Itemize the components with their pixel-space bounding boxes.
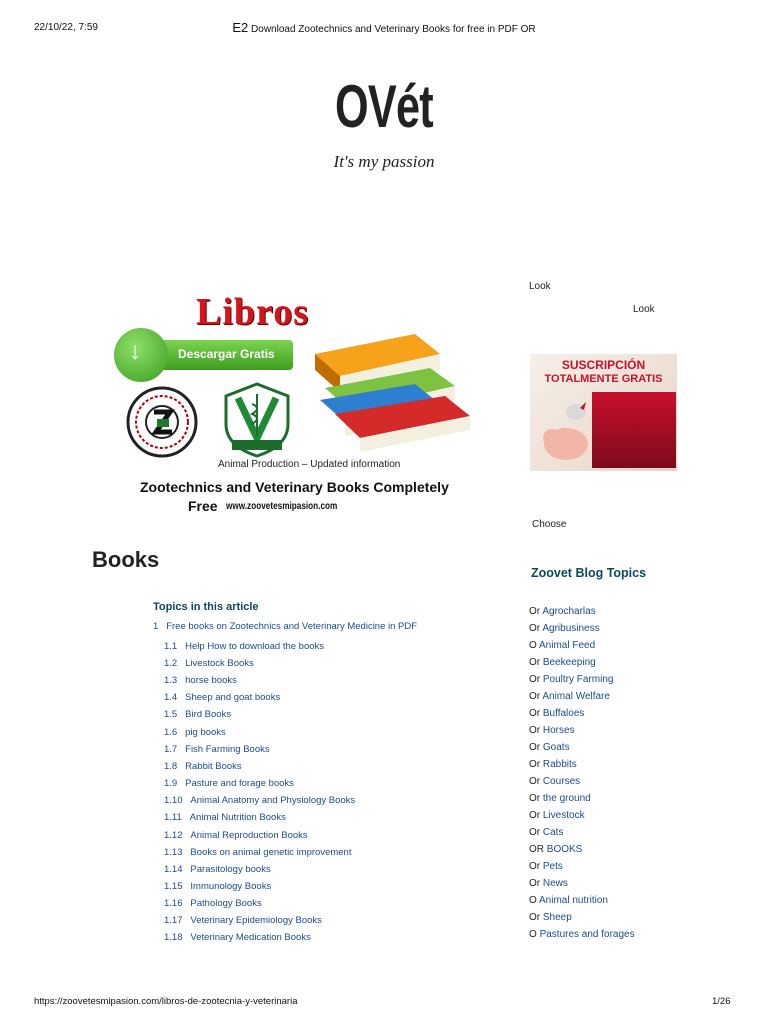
topic-link: Animal Feed [539,640,596,651]
download-button-circle [114,328,168,382]
toc-item[interactable] [164,709,231,720]
sidebar-topic[interactable] [529,759,577,770]
topic-link: Poultry Farming [542,674,614,685]
toc-item-label: Help How to download the books [185,641,325,652]
topic-link: Buffaloes [542,708,585,719]
sidebar-topic[interactable] [529,912,572,923]
toc-item[interactable] [164,898,262,909]
toc-item[interactable] [164,932,311,943]
toc-item-label: horse books [185,675,237,686]
topic-link: BOOKS [546,844,583,855]
toc-item-label: pig books [185,727,226,738]
print-title-prefix: E2 [232,20,249,35]
toc-item[interactable] [164,658,254,669]
toc-item-number: 1.4 [164,692,178,703]
sidebar-heading: Zoovet Blog Topics [531,566,647,580]
page-heading: Books [92,547,160,572]
toc-item-number: 1.8 [164,761,178,772]
toc-item-number: 1.15 [164,881,183,892]
toc-item-number: 1.13 [164,847,183,858]
topic-link: Courses [542,776,581,787]
medicina-veterinaria-emblem-icon [224,382,290,458]
topic-bullet: Or [529,878,541,889]
toc-item[interactable] [153,621,417,632]
sidebar-topic[interactable] [529,861,563,872]
ad-magazine-image [592,392,676,468]
topic-link: Beekeeping [542,657,596,668]
toc-item-label: Veterinary Epidemiology Books [190,915,322,926]
sidebar-topic[interactable] [529,674,613,685]
site-tagline: It's my passion [333,152,435,171]
ad-subheadline-a: TOTALMENTE [544,373,619,385]
toc-item[interactable] [164,641,324,652]
toc-item-number: 1.14 [164,864,183,875]
topic-link: Sheep [542,912,572,923]
sidebar-topic[interactable] [529,623,600,634]
sidebar-topic[interactable] [529,793,591,804]
sidebar-topic[interactable] [529,895,608,906]
banner-title: Zootechnics and Veterinary Books Completely [140,479,449,495]
toc-item-number: 1.7 [164,744,178,755]
toc-item-number: 1.16 [164,898,183,909]
toc-item-label: Books on animal genetic improvement [190,847,352,858]
topic-bullet: Or [529,776,541,787]
toc-item-label: Animal Nutrition Books [189,812,286,823]
toc-item-number: 1.10 [164,795,183,806]
topic-link: Agribusiness [542,623,600,634]
topic-bullet: Or [529,657,541,668]
topic-bullet: Or [529,793,541,804]
sidebar-topic[interactable] [529,691,610,702]
topic-link: Livestock [542,810,585,821]
sidebar-topic[interactable] [529,742,570,753]
toc-item-label: Pasture and forage books [185,778,294,789]
toc-item-label: Free books on Zootechnics and Veterinary Medicine in PDF [166,621,418,632]
topic-bullet: Or [529,759,541,770]
toc-item-number: 1.17 [164,915,183,926]
ad-animals-image [536,398,594,468]
toc-item-label: Animal Anatomy and Physiology Books [190,795,356,806]
topic-link: Animal Welfare [542,691,610,702]
ad-subheadline [530,373,677,385]
toc-item[interactable] [164,830,308,841]
toc-item-label: Fish Farming Books [185,744,270,755]
sidebar-topic[interactable] [529,844,582,855]
toc-item[interactable] [164,744,270,755]
toc-item[interactable] [164,847,351,858]
subscription-ad[interactable] [530,354,677,471]
toc-item-label: Livestock Books [185,658,254,669]
topic-link: Horses [542,725,575,736]
toc-item-label: Veterinary Medication Books [190,932,311,943]
topic-link: News [542,878,568,889]
toc-item-number: 1.1 [164,641,178,652]
toc-item-number: 1.9 [164,778,178,789]
toc-item-number: 1.12 [164,830,183,841]
print-page-title [0,20,768,35]
banner-libros-title: Libros [196,291,310,333]
sidebar-topic[interactable] [529,827,563,838]
toc-item-number: 1.6 [164,727,178,738]
sidebar-topic[interactable] [529,657,596,668]
topic-link: Agrocharlas [542,606,596,617]
topic-bullet: Or [529,810,541,821]
toc-item-label: Immunology Books [190,881,272,892]
topic-bullet: Or [529,674,541,685]
zootecnia-emblem-icon [124,386,200,458]
topic-bullet: O [529,929,537,940]
toc-item-number: 1.5 [164,709,178,720]
banner-free-label: Free [188,498,218,514]
download-arrow-icon: ↓ [129,338,141,365]
topic-link: Animal nutrition [539,895,608,906]
toc-item-number: 1 [153,621,159,632]
topic-bullet: Or [529,623,541,634]
topic-bullet: Or [529,912,541,923]
ad-headline: SUSCRIPCIÓN [561,358,646,372]
toc-item-number: 1.11 [164,812,182,823]
toc-item-label: Bird Books [185,709,232,720]
toc-item[interactable] [164,864,271,875]
print-page-number: 1/26 [712,996,731,1007]
topic-bullet: Or [529,725,541,736]
toc-item[interactable] [164,675,237,686]
topic-link: Pastures and forages [539,929,635,940]
look-label-2: Look [633,304,655,315]
topic-link: the ground [542,793,591,804]
topic-bullet: O [529,640,537,651]
toc-item-label: Sheep and goat books [185,692,281,703]
print-date: 22/10/22, 7:59 [34,22,98,33]
sidebar-topic[interactable] [529,606,596,617]
sidebar-topic[interactable] [529,810,585,821]
toc-item[interactable] [164,692,280,703]
topic-link: Cats [542,827,564,838]
topic-bullet: O [529,895,537,906]
topic-bullet: OR [529,844,544,855]
topic-bullet: Or [529,691,541,702]
toc-item[interactable] [164,761,242,772]
sidebar-topic[interactable] [529,776,580,787]
sidebar-topic[interactable] [529,708,584,719]
sidebar-topic[interactable] [529,929,635,940]
topic-bullet: Or [529,827,541,838]
topic-link: Goats [542,742,570,753]
toc-item-number: 1.2 [164,658,178,669]
banner-caption: Animal Production – Updated information [218,459,401,470]
topic-link: Rabbits [542,759,577,770]
books-stack-icon [305,314,475,454]
download-button-label: Descargar Gratis [178,347,275,361]
toc-item[interactable] [164,727,226,738]
toc-item-label: Parasitology books [190,864,271,875]
banner-url: www.zoovetesmipasion.com [226,501,338,512]
topic-bullet: Or [529,742,541,753]
toc-item-number: 1.18 [164,932,183,943]
toc-item[interactable] [164,881,271,892]
toc-title: Topics in this article [153,601,259,613]
print-title-text: Download Zootechnics and Veterinary Books for free in PDF OR [251,24,536,35]
toc-item[interactable] [164,915,322,926]
toc-item-label: Rabbit Books [185,761,242,772]
toc-item[interactable] [164,778,294,789]
toc-item[interactable] [164,795,355,806]
sidebar-topic[interactable] [529,640,595,651]
choose-label: Choose [532,519,567,530]
toc-item[interactable] [164,812,286,823]
topic-bullet: Or [529,861,541,872]
topic-bullet: Or [529,708,541,719]
topic-link: Pets [542,861,563,872]
toc-item-label: Pathology Books [190,898,262,909]
toc-item-label: Animal Reproduction Books [190,830,308,841]
sidebar-topic[interactable] [529,878,568,889]
ad-subheadline-b: GRATIS [621,373,663,385]
print-footer-url: https://zoovetesmipasion.com/libros-de-zootecnia-y-veterinaria [34,996,298,1007]
sidebar-topic[interactable] [529,725,575,736]
topic-bullet: Or [529,606,541,617]
site-logo[interactable]: OVét [335,73,433,140]
look-label: Look [529,281,551,292]
toc-item-number: 1.3 [164,675,178,686]
